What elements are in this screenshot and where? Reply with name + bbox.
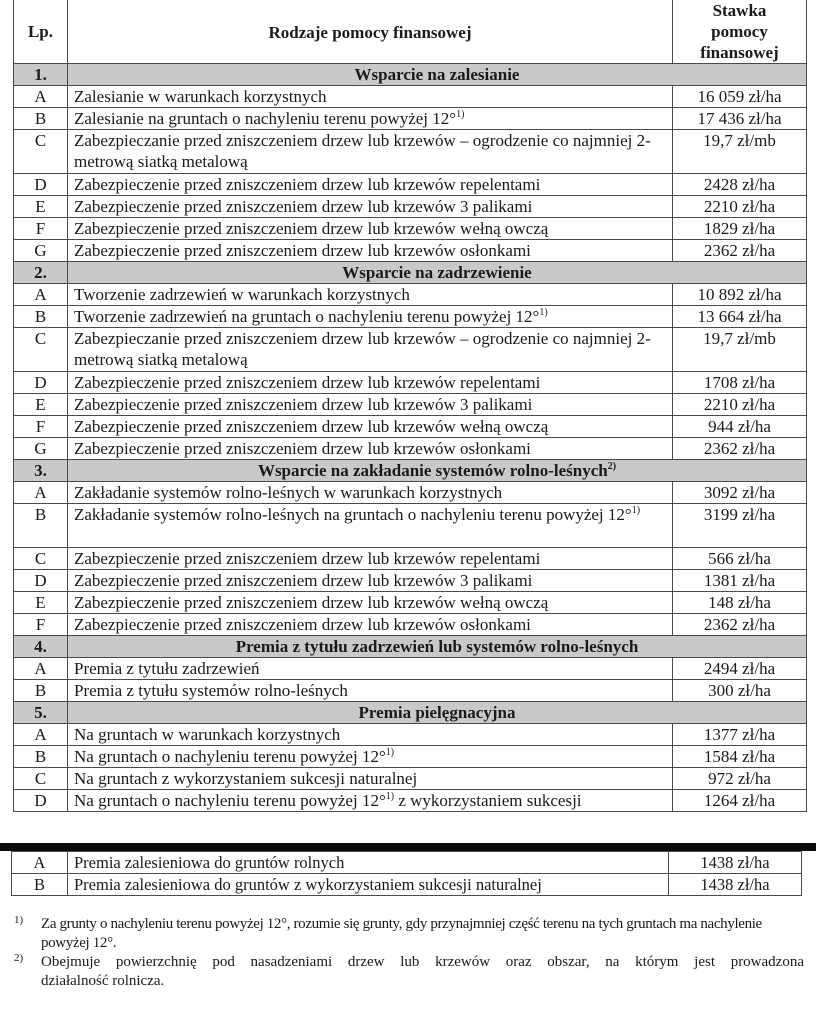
row-description-text: Zabezpieczenie przed zniszczeniem drzew lub krzewów repelentami [74, 373, 541, 392]
section-number: 2. [14, 262, 68, 284]
row-rate: 1264 zł/ha [673, 790, 807, 812]
row-description-text: Zabezpieczenie przed zniszczeniem drzew lub krzewów osłonkami [74, 241, 531, 260]
row-description [68, 108, 673, 130]
row-rate: 2210 zł/ha [673, 394, 807, 416]
row-lp: C [14, 548, 68, 570]
table-row [14, 86, 807, 108]
row-rate: 2210 zł/ha [673, 196, 807, 218]
row-lp: C [14, 130, 68, 174]
row-description-text: Premia z tytułu systemów rolno-leśnych [74, 681, 348, 700]
table-row [14, 240, 807, 262]
row-lp: A [14, 724, 68, 746]
row-lp: E [14, 196, 68, 218]
table-row [14, 416, 807, 438]
row-rate: 972 zł/ha [673, 768, 807, 790]
row-lp: B [14, 746, 68, 768]
table-row [14, 306, 807, 328]
row-lp: G [14, 438, 68, 460]
footnote-ref: 1) [456, 109, 465, 120]
row-description [68, 284, 673, 306]
table-row [14, 746, 807, 768]
row-rate: 1438 zł/ha [669, 874, 802, 896]
footnote-text-line1: Obejmuje powierzchnię pod nasadzeniami drzew lub krzewów oraz obszar, na którym jest prowadzona [41, 954, 804, 970]
row-description-text: Zabezpieczenie przed zniszczeniem drzew lub krzewów wełną owczą [74, 417, 549, 436]
row-description-text: Zabezpieczenie przed zniszczeniem drzew lub krzewów 3 palikami [74, 571, 533, 590]
row-rate: 13 664 zł/ha [673, 306, 807, 328]
row-description [68, 592, 673, 614]
footnote-ref: 1) [631, 505, 641, 516]
row-description-text: Zabezpieczenie przed zniszczeniem drzew lub krzewów 3 palikami [74, 395, 533, 414]
table-row [14, 394, 807, 416]
row-description: Premia zalesieniowa do gruntów z wykorzystaniem sukcesji naturalnej [68, 874, 669, 896]
row-rate: 16 059 zł/ha [673, 86, 807, 108]
table-row [14, 284, 807, 306]
row-description [68, 482, 673, 504]
section-title-text: Wsparcie na zalesianie [354, 65, 520, 84]
row-rate: 3092 zł/ha [673, 482, 807, 504]
row-rate: 2494 zł/ha [673, 658, 807, 680]
table-row [14, 658, 807, 680]
row-description-text: Na gruntach z wykorzystaniem sukcesji naturalnej [74, 769, 418, 788]
row-description [68, 218, 673, 240]
section-title-text: Wsparcie na zakładanie systemów rolno-leśnych [257, 461, 608, 480]
table-row [14, 328, 807, 372]
section-number: 5. [14, 702, 68, 724]
row-rate: 2362 zł/ha [673, 438, 807, 460]
table-row [14, 592, 807, 614]
row-description-text: Zabezpieczenie przed zniszczeniem drzew lub krzewów wełną owczą [74, 219, 549, 238]
section-title-text: Premia z tytułu zadrzewień lub systemów rolno-leśnych [235, 637, 639, 656]
row-rate: 2362 zł/ha [673, 240, 807, 262]
section-header-row [14, 64, 807, 86]
row-lp: C [14, 768, 68, 790]
row-lp: B [14, 680, 68, 702]
header-rate [673, 0, 807, 64]
row-rate: 3199 zł/ha [673, 504, 807, 548]
row-description-text: Zabezpieczenie przed zniszczeniem drzew lub krzewów repelentami [74, 549, 541, 568]
table-row [14, 108, 807, 130]
row-lp: B [14, 306, 68, 328]
row-description-text: Na gruntach o nachyleniu terenu powyżej 12° [74, 791, 386, 810]
table-row [14, 790, 807, 812]
row-rate: 148 zł/ha [673, 592, 807, 614]
row-description [68, 724, 673, 746]
row-lp: C [14, 328, 68, 372]
row-description [68, 504, 673, 548]
table-row [14, 548, 807, 570]
row-lp: B [12, 874, 68, 896]
row-description-text: Zabezpieczanie przed zniszczeniem drzew lub krzewów – ogrodzenie co najmniej 2-metrową siatką metalową [74, 329, 651, 369]
row-description-text: Zabezpieczenie przed zniszczeniem drzew lub krzewów 3 palikami [74, 197, 533, 216]
row-description-text: Na gruntach w warunkach korzystnych [74, 725, 341, 744]
header-description: Rodzaje pomocy finansowej [68, 0, 673, 64]
row-rate: 1584 zł/ha [673, 746, 807, 768]
table-row [14, 504, 807, 548]
table-row [14, 174, 807, 196]
row-description-text: Premia z tytułu zadrzewień [74, 659, 260, 678]
table-row [14, 724, 807, 746]
row-description [68, 328, 673, 372]
row-lp: D [14, 790, 68, 812]
row-lp: A [14, 86, 68, 108]
row-lp: E [14, 394, 68, 416]
row-rate: 2362 zł/ha [673, 614, 807, 636]
row-description [68, 438, 673, 460]
section-title [68, 262, 807, 284]
afforestation-premium-table [11, 851, 802, 896]
footnote-mark: 1) [14, 914, 24, 926]
redaction-bar [0, 843, 816, 851]
row-lp: F [14, 614, 68, 636]
row-rate: 566 zł/ha [673, 548, 807, 570]
footnote-ref: 1) [385, 747, 395, 758]
section-number: 1. [14, 64, 68, 86]
row-lp: A [12, 852, 68, 874]
row-rate: 1708 zł/ha [673, 372, 807, 394]
row-lp: F [14, 218, 68, 240]
row-description [68, 570, 673, 592]
row-rate: 300 zł/ha [673, 680, 807, 702]
table-row [14, 372, 807, 394]
row-description-text: Na gruntach o nachyleniu terenu powyżej 12° [74, 747, 386, 766]
footnote-ref: 1) [539, 307, 548, 318]
row-rate: 2428 zł/ha [673, 174, 807, 196]
table-row [14, 614, 807, 636]
table-row [14, 438, 807, 460]
row-rate: 1438 zł/ha [669, 852, 802, 874]
row-description [68, 680, 673, 702]
section-header-row [14, 702, 807, 724]
row-description [68, 306, 673, 328]
row-description-text: Tworzenie zadrzewień na gruntach o nachyleniu terenu powyżej 12° [74, 307, 540, 326]
row-description [68, 174, 673, 196]
section-header-row [14, 460, 807, 482]
section-title [68, 636, 807, 658]
table-row [12, 852, 802, 874]
table-row [14, 218, 807, 240]
row-description-continued: z wykorzystaniem sukcesji [394, 791, 582, 810]
row-description [68, 86, 673, 108]
row-lp: G [14, 240, 68, 262]
financial-aid-rates-table [13, 0, 807, 812]
row-rate: 1829 zł/ha [673, 218, 807, 240]
table-row [12, 874, 802, 896]
table-row [14, 570, 807, 592]
row-description-text: Zabezpieczenie przed zniszczeniem drzew lub krzewów wełną owczą [74, 593, 549, 612]
header-rate-line3: finansowej [700, 42, 779, 62]
row-lp: F [14, 416, 68, 438]
row-lp: A [14, 658, 68, 680]
row-rate: 19,7 zł/mb [673, 328, 807, 372]
row-rate: 19,7 zł/mb [673, 130, 807, 174]
row-lp: A [14, 482, 68, 504]
row-description [68, 394, 673, 416]
row-description [68, 130, 673, 174]
row-lp: B [14, 504, 68, 548]
row-description [68, 416, 673, 438]
row-description-text: Zalesianie na gruntach o nachyleniu terenu powyżej 12° [74, 109, 457, 128]
section-title [68, 702, 807, 724]
table-row [14, 130, 807, 174]
header-rate-line1: Stawka [712, 0, 767, 20]
row-description-text: Tworzenie zadrzewień w warunkach korzystnych [74, 285, 410, 304]
footnote-ref: 1) [385, 791, 395, 802]
table-row [14, 482, 807, 504]
row-lp: A [14, 284, 68, 306]
row-description-text: Zalesianie w warunkach korzystnych [74, 87, 327, 106]
footnote-text [41, 953, 804, 989]
row-description [68, 790, 673, 812]
row-lp: D [14, 570, 68, 592]
section-number: 3. [14, 460, 68, 482]
row-description: Premia zalesieniowa do gruntów rolnych [68, 852, 669, 874]
row-description-text: Zabezpieczanie przed zniszczeniem drzew lub krzewów – ogrodzenie co najmniej 2-metrową siatką metalową [74, 131, 651, 171]
footnote-1 [14, 915, 804, 953]
row-rate: 944 zł/ha [673, 416, 807, 438]
row-description-text: Zabezpieczenie przed zniszczeniem drzew lub krzewów osłonkami [74, 615, 531, 634]
row-description-text: Zabezpieczenie przed zniszczeniem drzew lub krzewów osłonkami [74, 439, 531, 458]
row-description-text: Zakładanie systemów rolno-leśnych w warunkach korzystnych [74, 483, 503, 502]
row-lp: D [14, 174, 68, 196]
footnote-ref: 2) [607, 461, 617, 472]
section-number: 4. [14, 636, 68, 658]
table-header-row [14, 0, 807, 64]
row-description [68, 768, 673, 790]
row-description [68, 372, 673, 394]
footnote-text: Za grunty o nachyleniu terenu powyżej 12°, rozumie się grunty, gdy przynajmniej część terenu na tych gruntach ma nachylenie powyżej 12°. [41, 916, 762, 951]
row-description-text: Zakładanie systemów rolno-leśnych na gruntach o nachyleniu terenu powyżej 12° [74, 505, 632, 524]
section-title [68, 64, 807, 86]
row-description [68, 240, 673, 262]
table-row [14, 768, 807, 790]
section-title [68, 460, 807, 482]
row-rate: 1377 zł/ha [673, 724, 807, 746]
row-description [68, 548, 673, 570]
table-row [14, 196, 807, 218]
footnote-2 [14, 953, 804, 991]
footnote-mark: 2) [14, 952, 24, 964]
section-header-row [14, 636, 807, 658]
row-lp: D [14, 372, 68, 394]
section-title-text: Wsparcie na zadrzewienie [342, 263, 532, 282]
row-description [68, 746, 673, 768]
row-lp: B [14, 108, 68, 130]
row-rate: 10 892 zł/ha [673, 284, 807, 306]
row-lp: E [14, 592, 68, 614]
row-description [68, 658, 673, 680]
row-description-text: Zabezpieczenie przed zniszczeniem drzew lub krzewów repelentami [74, 175, 541, 194]
footnotes [14, 915, 804, 991]
row-description [68, 614, 673, 636]
row-rate: 17 436 zł/ha [673, 108, 807, 130]
footnote-text-line2: działalność rolnicza. [41, 973, 165, 989]
row-rate: 1381 zł/ha [673, 570, 807, 592]
header-lp: Lp. [14, 0, 68, 64]
section-title-text: Premia pielęgnacyjna [358, 703, 516, 722]
header-rate-line2: pomocy [711, 21, 768, 41]
table-row [14, 680, 807, 702]
row-description [68, 196, 673, 218]
section-header-row [14, 262, 807, 284]
